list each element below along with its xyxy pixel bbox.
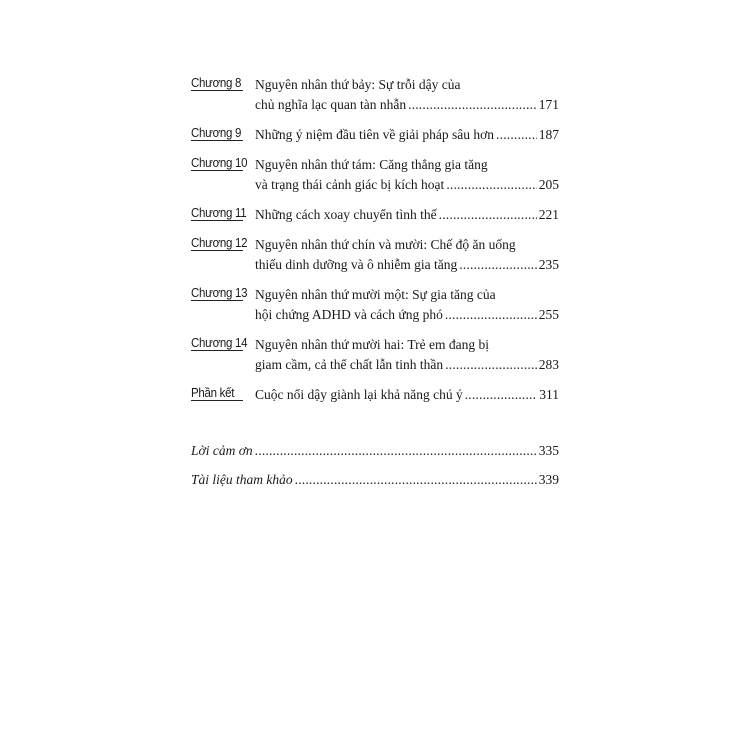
chapter-label: Chương 13	[191, 286, 248, 300]
backmatter-title: Tài liệu tham khảo	[191, 472, 293, 487]
title-line-1: Những cách xoay chuyển tình thế	[255, 207, 437, 222]
toc-backmatter-references[interactable]	[191, 470, 559, 490]
label-underline	[191, 350, 243, 351]
title-line-2: và trạng thái cảnh giác bị kích hoạt	[255, 177, 445, 192]
chapter-label: Chương 14	[191, 336, 248, 350]
page-number: 255	[538, 307, 559, 322]
page-number: 205	[538, 177, 559, 192]
chapter-label: Chương 9	[191, 126, 242, 140]
title-line-2: giam cầm, cả thể chất lẫn tinh thần	[255, 357, 444, 372]
title-line-1: Nguyên nhân thứ mười một: Sự gia tăng của	[255, 287, 496, 302]
dot-leader	[465, 385, 538, 405]
chapter-title	[255, 155, 559, 195]
chapter-title	[255, 285, 559, 325]
dot-leader	[408, 95, 537, 115]
title-line-1: Nguyên nhân thứ chín và mười: Chế độ ăn uống	[255, 237, 516, 252]
title-line-2: thiếu dinh dưỡng và ô nhiễm gia tăng	[255, 257, 458, 272]
page-number: 221	[538, 207, 559, 222]
toc-backmatter-acknowledgements[interactable]	[191, 441, 559, 461]
chapter-label: Chương 10	[191, 156, 248, 170]
chapter-title	[255, 125, 559, 145]
dot-leader	[459, 255, 536, 275]
dot-leader	[446, 175, 536, 195]
chapter-title	[255, 235, 559, 275]
label-underline	[191, 220, 243, 221]
page-number: 339	[538, 472, 559, 487]
chapter-title	[255, 75, 559, 115]
dot-leader	[445, 355, 537, 375]
dot-leader	[295, 470, 537, 490]
label-underline	[191, 90, 243, 91]
dot-leader	[445, 305, 537, 325]
dot-leader	[255, 441, 537, 461]
page-number: 335	[538, 443, 559, 458]
dot-leader	[496, 125, 537, 145]
title-line-2: hội chứng ADHD và cách ứng phó	[255, 307, 443, 322]
title-line-1: Cuộc nổi dậy giành lại khả năng chú ý	[255, 387, 463, 402]
title-line-1: Nguyên nhân thứ tám: Căng thẳng gia tăng	[255, 157, 488, 172]
chapter-title	[255, 205, 559, 225]
page-number: 171	[538, 97, 559, 112]
label-underline	[191, 400, 243, 401]
chapter-title	[255, 335, 559, 375]
page-number: 235	[538, 257, 559, 272]
chapter-label: Chương 11	[191, 206, 247, 220]
label-underline	[191, 170, 243, 171]
chapter-label: Chương 12	[191, 236, 248, 250]
backmatter-title: Lời cảm ơn	[191, 443, 253, 458]
title-line-1: Những ý niệm đầu tiên về giải pháp sâu hơn	[255, 127, 495, 142]
chapter-label: Chương 8	[191, 76, 242, 90]
chapter-label: Phần kết	[191, 386, 235, 400]
title-line-1: Nguyên nhân thứ bảy: Sự trỗi dậy của	[255, 77, 461, 92]
page-number: 187	[538, 127, 559, 142]
title-line-1: Nguyên nhân thứ mười hai: Trẻ em đang bị	[255, 337, 490, 352]
dot-leader	[439, 205, 537, 225]
label-underline	[191, 140, 243, 141]
page-number: 311	[539, 387, 559, 402]
label-underline	[191, 250, 243, 251]
chapter-title	[255, 385, 559, 405]
label-underline	[191, 300, 243, 301]
page-number: 283	[538, 357, 559, 372]
title-line-2: chủ nghĩa lạc quan tàn nhẫn	[255, 97, 407, 112]
